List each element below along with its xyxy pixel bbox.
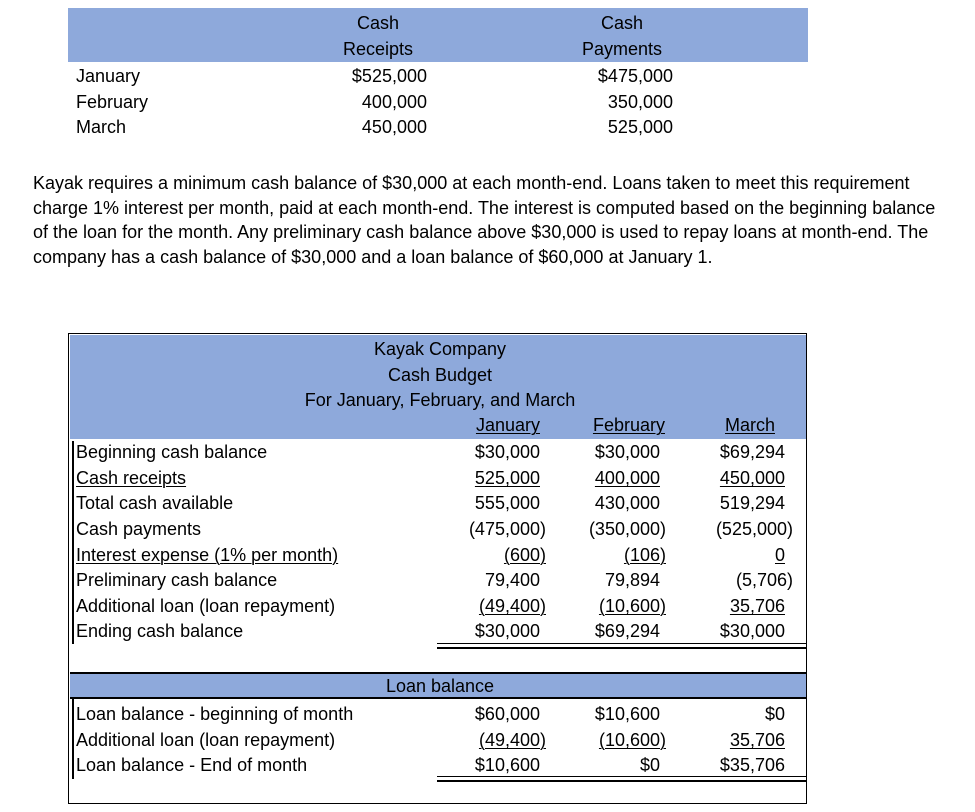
receipts-value: $525,000 [351, 66, 427, 86]
value-march: (525,000) [715, 519, 793, 539]
receipts-value: 400,000 [361, 92, 427, 112]
loan-value-january: $60,000 [474, 704, 540, 724]
value-january: $30,000 [474, 442, 540, 462]
ending-underline-bottom [437, 647, 806, 649]
loan-value-february: (10,600) [598, 730, 666, 750]
row-label: Beginning cash balance [76, 442, 268, 462]
row-label: Cash receipts [76, 468, 187, 488]
loan-value-january: $10,600 [474, 755, 540, 775]
problem-description: Kayak requires a minimum cash balance of $30,000 at each month-end. Loans taken to meet this requirement charge 1% interest per month, paid at each month-end. The interest is computed based on the beginning balance of the loan for the month. Any preliminary cash balance above $30,000 is used to repay loans at month-end. The company has a cash balance of $30,000 and a loan balance of $60,000 at January 1. [33, 173, 936, 267]
loan-row-label: Additional loan (loan repayment) [76, 730, 336, 750]
loan-band-bottom-border [70, 697, 806, 699]
value-march: (5,706) [735, 570, 793, 590]
month-header-january: January [475, 415, 540, 435]
payments-value: 525,000 [607, 117, 673, 137]
value-february: (10,600) [598, 596, 666, 616]
value-february: 400,000 [594, 468, 660, 488]
loan-value-february: $0 [639, 755, 660, 775]
loan-row-label: Loan balance - End of month [76, 755, 308, 775]
value-january: 79,400 [484, 570, 540, 590]
value-march: 519,294 [719, 493, 785, 513]
value-january: (600) [503, 545, 546, 565]
loan-value-february: $10,600 [594, 704, 660, 724]
loan-end-underline-bottom [437, 780, 806, 782]
receipts-header-line2: Receipts [342, 39, 414, 59]
value-february: $69,294 [594, 621, 660, 641]
loan-row-label: Loan balance - beginning of month [76, 704, 354, 724]
value-march: 450,000 [719, 468, 785, 488]
month-label: January [76, 66, 141, 86]
row-label: Total cash available [76, 493, 234, 513]
value-january: $30,000 [474, 621, 540, 641]
row-label: Ending cash balance [76, 621, 244, 641]
receipts-header-line1: Cash [356, 13, 400, 33]
row-label: Preliminary cash balance [76, 570, 278, 590]
ending-underline-top [437, 643, 806, 644]
value-january: 525,000 [474, 468, 540, 488]
value-february: 79,894 [604, 570, 660, 590]
month-label: February [76, 92, 149, 112]
row-block-left-rule [72, 441, 74, 644]
receipts-value: 450,000 [361, 117, 427, 137]
value-january: (49,400) [478, 596, 546, 616]
value-february: (106) [623, 545, 666, 565]
row-label: Interest expense (1% per month) [76, 545, 339, 565]
loan-value-march: $0 [764, 704, 785, 724]
payments-value: 350,000 [607, 92, 673, 112]
row-label: Cash payments [76, 519, 202, 539]
value-march: $69,294 [719, 442, 785, 462]
row-label: Additional loan (loan repayment) [76, 596, 336, 616]
loan-block-left-rule [72, 699, 74, 779]
loan-balance-header: Loan balance [385, 676, 495, 696]
value-march: $30,000 [719, 621, 785, 641]
value-february: 430,000 [594, 493, 660, 513]
payments-value: $475,000 [597, 66, 673, 86]
value-january: (475,000) [468, 519, 546, 539]
payments-header-line1: Cash [600, 13, 644, 33]
month-label: March [76, 117, 127, 137]
loan-end-underline-top [437, 776, 806, 777]
budget-period: For January, February, and March [304, 390, 576, 410]
loan-value-january: (49,400) [478, 730, 546, 750]
top-table-header-band [68, 8, 808, 62]
value-january: 555,000 [474, 493, 540, 513]
company-name: Kayak Company [373, 339, 507, 359]
payments-header-line2: Payments [581, 39, 663, 59]
month-header-march: March [724, 415, 775, 435]
loan-value-march: $35,706 [719, 755, 785, 775]
value-march: 35,706 [729, 596, 785, 616]
loan-value-march: 35,706 [729, 730, 785, 750]
loan-band-top-border [70, 672, 806, 674]
value-march: 0 [774, 545, 785, 565]
month-header-february: February [592, 415, 665, 435]
value-february: (350,000) [588, 519, 666, 539]
budget-title: Cash Budget [387, 365, 493, 385]
value-february: $30,000 [594, 442, 660, 462]
